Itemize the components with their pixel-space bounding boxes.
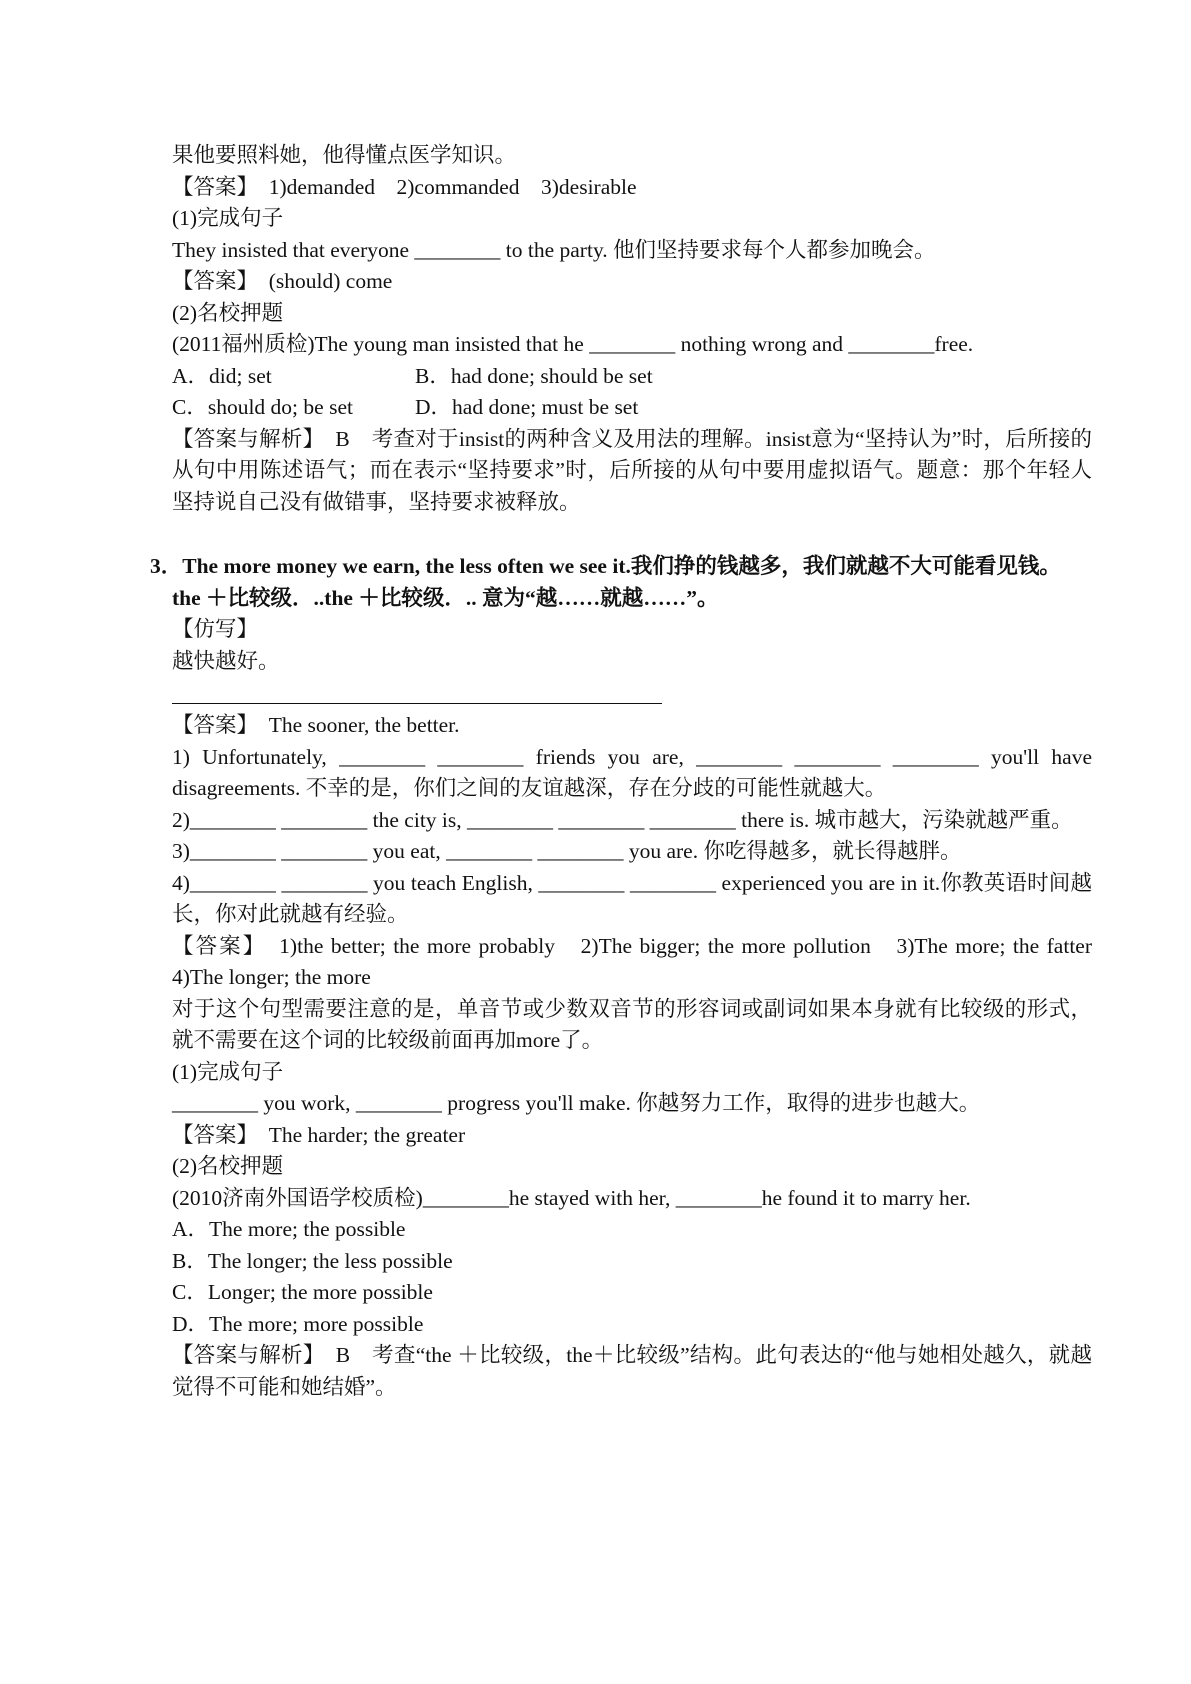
section-label: (1)完成句子 (172, 1059, 284, 1084)
option-d: D．The more; more possible (172, 1311, 424, 1336)
exam-question: (2011福州质检)The young man insisted that he ________ nothing wrong and ________free. (172, 332, 974, 356)
option-a: A．did; set (172, 363, 272, 388)
imitate-label: 【仿写】 (172, 617, 259, 641)
exercise-item: 4)________ ________ you teach English, ________ ________ experienced you are in it.你教英语时间越长，你对此就越有经验。 (172, 870, 1092, 926)
answer-line: 【答案】 The harder; the greater (172, 1122, 466, 1147)
section-label: (2)名校押题 (172, 1154, 284, 1178)
carry-over-line: 果他要照料她，他得懂点医学知识。 (172, 143, 517, 167)
answer-line: 【答案】 (should) come (172, 269, 393, 293)
option-c: C．should do; be set (172, 395, 353, 419)
option-b: B．had done; should be set (415, 363, 653, 388)
analysis-paragraph: 【答案与解析】 B 考查“the ＋比较级，the＋比较级”结构。此句表达的“他与她相处越久，就越觉得不可能和她结婚”。 (172, 1343, 1092, 1399)
document-page (150, 140, 1114, 1403)
exercise-sentence: They insisted that everyone ________ to the party. 他们坚持要求每个人都参加晚会。 (172, 237, 936, 262)
exercise-item: 1) Unfortunately, ________ ________ friends you are, ________ ________ ________ you'll have disagreements. 不幸的是，你们之间的友谊越深，存在分歧的可能性就越大。 (172, 744, 1092, 800)
exam-question: (2010济南外国语学校质检)________he stayed with her, ________he found it to marry her. (172, 1185, 971, 1210)
note-paragraph: 对于这个句型需要注意的是，单音节或少数双音节的形容词或副词如果本身就有比较级的形式，就不需要在这个词的比较级前面再加more了。 (172, 996, 1092, 1052)
section-label: (2)名校押题 (172, 300, 284, 325)
options-row (172, 392, 1092, 424)
answer-blank-line (172, 691, 662, 704)
exercise-item: 3)________ ________ you eat, ________ ________ you are. 你吃得越多，就长得越胖。 (172, 839, 962, 863)
option-a: A．The more; the possible (172, 1217, 406, 1241)
options-row (172, 361, 1092, 393)
option-b: B．The longer; the less possible (172, 1248, 453, 1273)
answer-line: 【答案】 1)demanded 2)commanded 3)desirable (172, 174, 637, 199)
answer-line: 【答案】 The sooner, the better. (172, 713, 460, 737)
section-label: (1)完成句子 (172, 206, 284, 230)
option-d: D．had done; must be set (415, 395, 639, 419)
exercise-item: 2)________ ________ the city is, ________ ________ ________ there is. 城市越大，污染就越严重。 (172, 807, 1073, 832)
analysis-paragraph: 【答案与解析】 B 考查对于insist的两种含义及用法的理解。insist意为“坚持认为”时，后所接的从句中用陈述语气；而在表示“坚持要求”时，后所接的从句中要用虚拟语气。题意：那个年轻人坚持说自己没有做错事，坚持要求被释放。 (172, 426, 1092, 514)
option-c: C．Longer; the more possible (172, 1280, 433, 1304)
imitate-prompt: 越快越好。 (172, 648, 280, 673)
answer-paragraph: 【答案】 1)the better; the more probably 2)The bigger; the more pollution 3)The more; the fatter 4)The longer; the more (172, 933, 1114, 989)
section-heading: 3．The more money we earn, the less often we see it.我们挣的钱越多，我们就越不大可能看见钱。 (150, 554, 1061, 578)
exercise-sentence: ________ you work, ________ progress you'll make. 你越努力工作，取得的进步也越大。 (172, 1091, 981, 1115)
structure-note: the ＋比较级．..the ＋比较级．.. 意为“越……就越……”。 (172, 585, 719, 610)
